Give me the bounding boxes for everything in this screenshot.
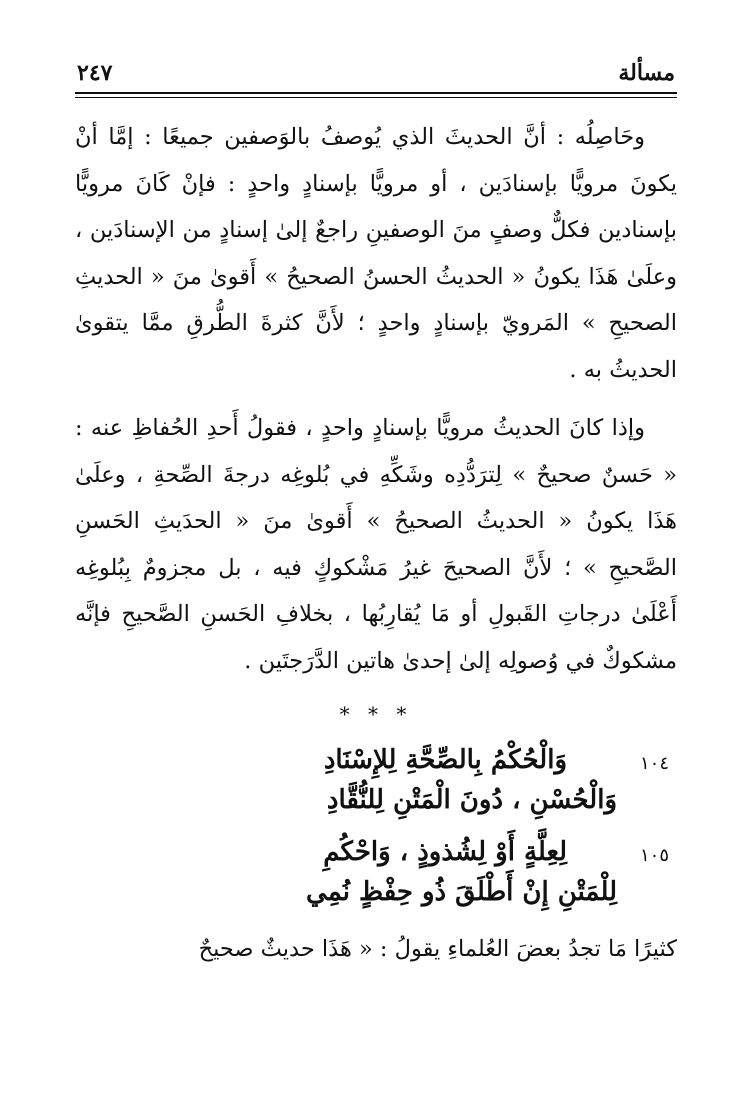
header-rule [75, 92, 677, 98]
running-title: مسألة [618, 60, 675, 86]
book-page [75, 48, 677, 1059]
section-separator: * * * [339, 702, 413, 726]
verse-second-hemistich: لِلْمَتْنِ إِنْ أَطْلَقَ ذُو حِفْظٍ نُمِي [306, 877, 617, 907]
running-header [75, 48, 677, 86]
verse-second-hemistich: وَالْحُسْنِ ، دُونَ الْمَتْنِ لِلنُّقَّادِ [326, 785, 617, 815]
paragraph-3: كثيرًا مَا تجدُ بعضَ العُلماءِ يقولُ : « هَذَا حديثٌ صحيحٌ [198, 936, 677, 962]
verse-first-hemistich: لِعِلَّةٍ أَوْ لِشُذوذٍ ، وَاحْكُمِ [323, 837, 567, 867]
verse-number: ١٠٥ [639, 845, 669, 866]
paragraph-1: وحَاصِلُه : أنَّ الحديثَ الذي يُوصفُ بالوَصفين جميعًا : إمَّا أنْ يكونَ مرويًّا بإسنادَين ، أو مرويًّا بإسنادٍ واحدٍ : فإنْ كَانَ مرويًّا بإسنادين فكلٌّ وصفٍ منَ الوصفينِ راجعٌ إلىٰ إسنادٍ من الإسنادَين ، وعلَىٰ هَذَا يكونُ « الحديثُ الحسنُ الصحيحُ » أَقوىٰ منَ « الحديثِ الصحيحِ » المَرويّ بإسنادٍ واحدٍ ؛ لأَنَّ كثرةَ الطُّرقِ ممَّا يتقوىٰ الحديثُ به . [75, 124, 677, 383]
verse-number: ١٠٤ [639, 753, 669, 774]
verse-104 [75, 740, 677, 820]
paragraph-2: وإذا كانَ الحديثُ مرويًّا بإسنادٍ واحدٍ ، فقولُ أَحدِ الحُفاظِ عنه : « حَسنٌ صحيحٌ » لِترَدُّدِه وشَكِّهِ في بُلوغِه درجةَ الصِّحةِ ، وعلَىٰ هَذَا يكونُ « الحديثُ الصحيحُ » أَقوىٰ منَ « الحدَيثِ الحَسنِ الصَّحيحِ » ؛ لأَنَّ الصحيحَ غيرُ مَشْكوكٍ فيه ، بل مجزومٌ بِبُلوغِه أَعْلَىٰ درجاتِ القَبولِ أو مَا يُقارِبُها ، بخلافِ الحَسنِ الصَّحيحِ فإنَّه مشكوكٌ في وُصولِه إلىٰ إحدىٰ هاتين الدَّرَجتَين . [75, 415, 677, 674]
verse-first-hemistich: وَالْحُكْمُ بِالصِّحَّةِ لِلإِسْنَادِ [323, 745, 567, 775]
verse-105 [75, 832, 677, 912]
page-number: ٢٤٧ [77, 60, 113, 86]
